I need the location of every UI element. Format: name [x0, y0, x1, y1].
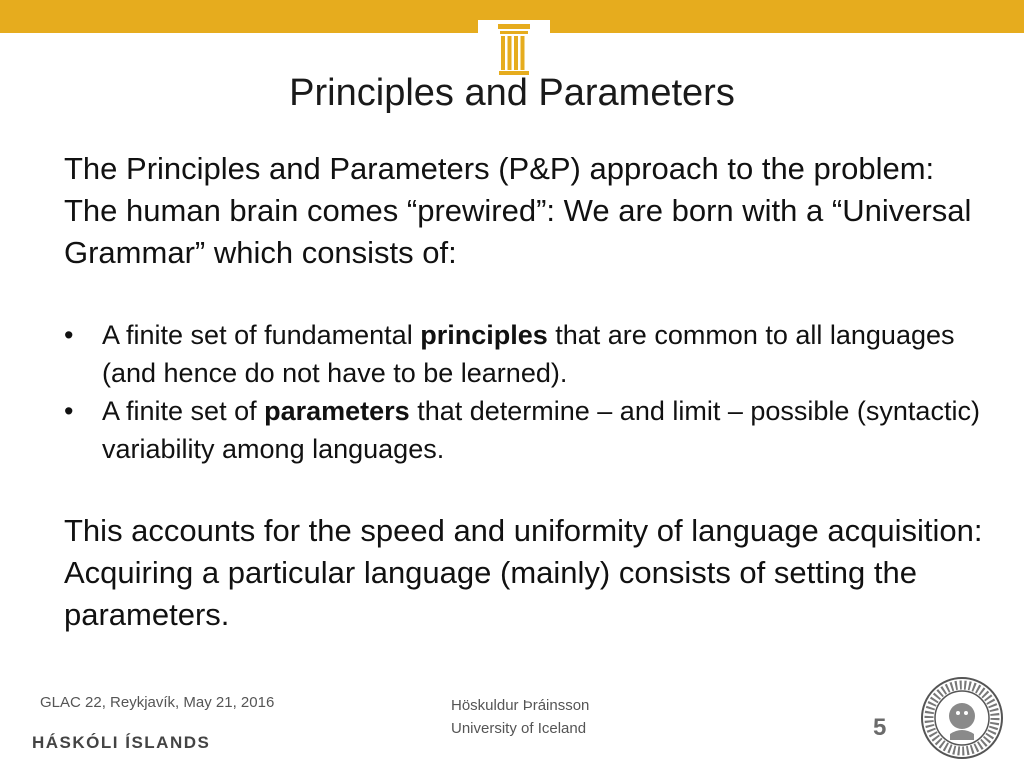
footer-author-block: [451, 694, 589, 740]
bullet-keyword-parameters: parameters: [264, 396, 410, 426]
slide-body: [64, 148, 984, 636]
footer-affiliation: University of Iceland: [451, 720, 587, 737]
bullet-text-before: A finite set of: [102, 396, 265, 426]
bullet-text-after: that determine – and limit – possible (syntactic) variability among languages.: [102, 396, 980, 464]
bullet-list: [64, 316, 984, 468]
bullet-keyword-principles: principles: [420, 320, 548, 350]
slide-title: Principles and Parameters: [289, 72, 735, 114]
bullet-text-after: that are common to all languages (and hence do not have to be learned).: [102, 320, 955, 388]
bullet-icon: •: [64, 396, 74, 426]
intro-paragraph: The Principles and Parameters (P&P) approach to the problem: The human brain comes “prewired”: We are born with a “Universal Grammar” which consists of:: [64, 151, 972, 270]
bullet-parameters: [64, 392, 984, 468]
bullet-text-before: A finite set of fundamental: [102, 320, 421, 350]
bullet-icon: •: [64, 320, 74, 350]
bullet-principles: [64, 316, 984, 392]
university-seal-icon: [920, 676, 1004, 760]
pillar-logo-icon: [478, 20, 550, 76]
footer-brand: HÁSKÓLI ÍSLANDS: [32, 733, 211, 752]
conclusion-paragraph: This accounts for the speed and uniformity of language acquisition: Acquiring a particular language (mainly) consists of setting the parameters.: [64, 513, 983, 632]
footer-author: Höskuldur Þráinsson: [451, 697, 590, 714]
page-number: 5: [873, 714, 887, 741]
footer-event: GLAC 22, Reykjavík, May 21, 2016: [40, 694, 275, 711]
